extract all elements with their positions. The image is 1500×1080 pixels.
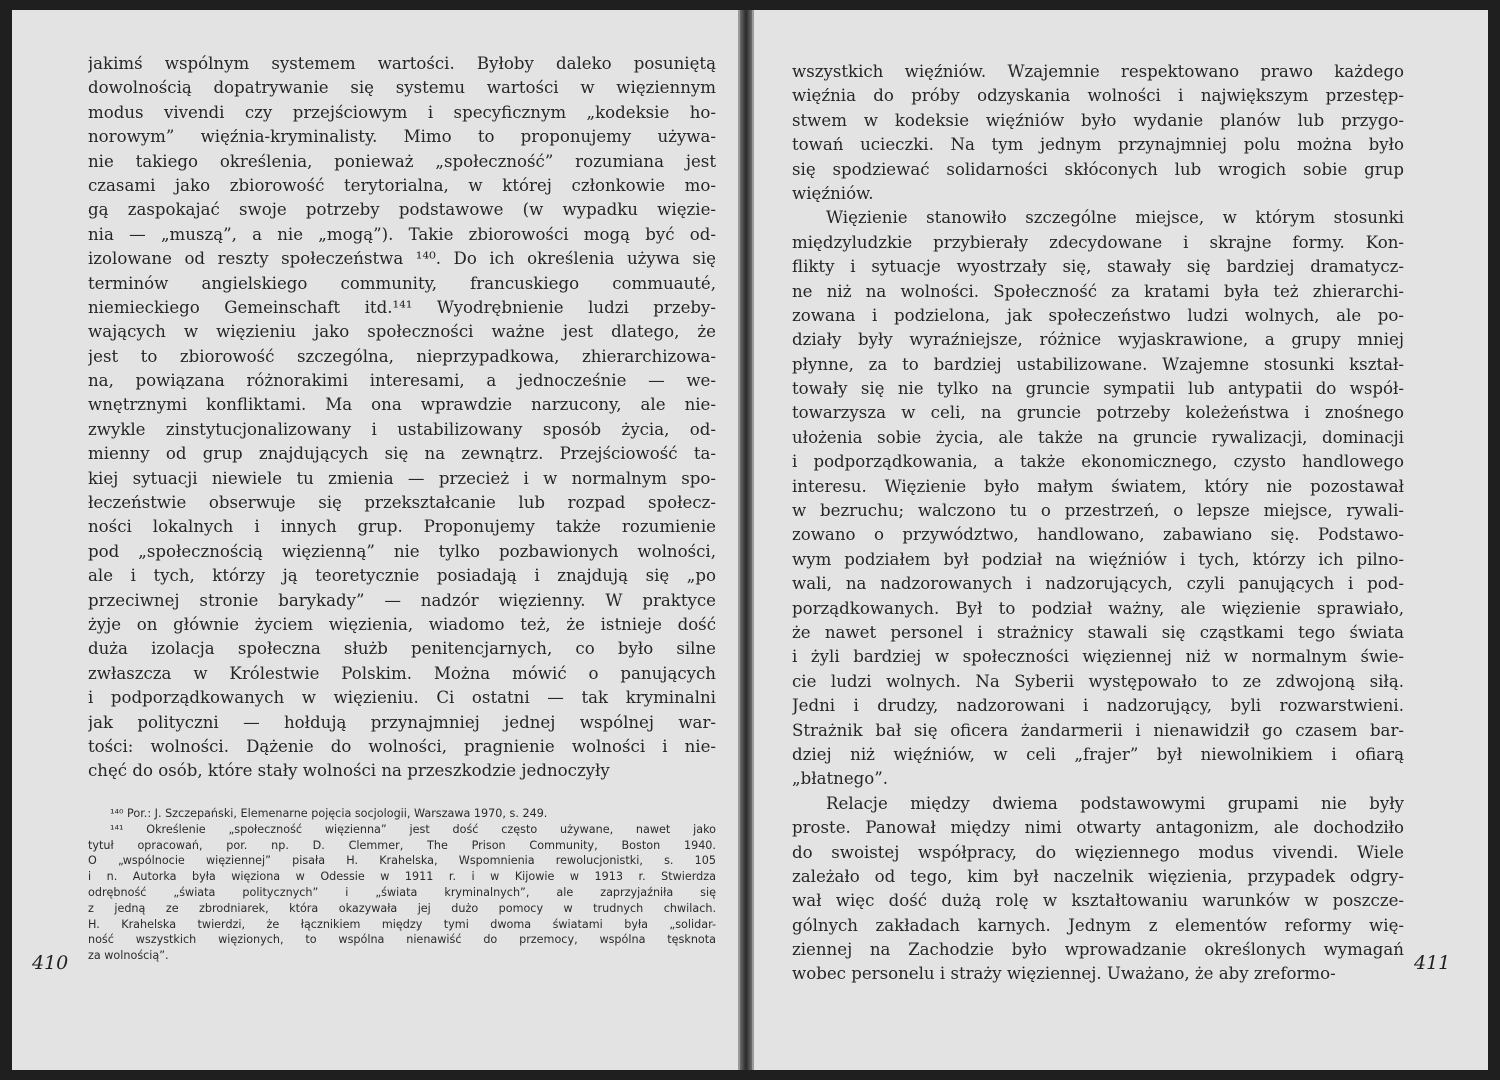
text-line: ne niż na wolności. Społeczność za kratami była też zhierarchi- (792, 281, 1404, 301)
text-line: Strażnik bał się oficera żandarmerii i nienawidził go czasem bar- (792, 720, 1404, 740)
left-page (12, 10, 740, 1070)
book-gutter (740, 10, 752, 1070)
text-line: dziej niż więźniów, w celi „frajer” był niewolnikiem i ofiarą (792, 744, 1404, 764)
text-line: modus vivendi czy przejściowym i specyficznym „kodeksie ho- (88, 102, 716, 122)
text-line: i żyli bardziej w społeczności więziennej niż w normalnym świe- (792, 647, 1404, 667)
left-page-body-text (88, 52, 716, 784)
text-line: jakimś wspólnym systemem wartości. Byłoby daleko posuniętą (88, 54, 716, 73)
text-line: na, powiązana różnorakimi interesami, a jednocześnie — we- (88, 371, 716, 391)
text-line: terminów angielskiego community, francuskiego commuauté, (88, 273, 716, 293)
footnote-line: i n. Autorka była więziona w Odessie w 1911 r. i w Kijowie w 1913 r. Stwierdza (88, 870, 716, 884)
text-line: czasami jako zbiorowość terytorialna, w której członkowie mo- (88, 175, 716, 195)
text-line: i podporządkowanych w więzieniu. Ci ostatni — tak kryminalni (88, 688, 716, 708)
right-page (752, 10, 1488, 1070)
text-line: wobec personelu i straży więziennej. Uważano, że aby zreformo- (792, 964, 1336, 984)
right-page-number: 411 (1414, 952, 1451, 974)
text-line: wszystkich więźniów. Wzajemnie respektowano prawo każdego (792, 62, 1404, 81)
text-line: niemieckiego Gemeinschaft itd.¹⁴¹ Wyodrębnienie ludzi przeby- (88, 297, 716, 317)
footnote-line: ¹⁴¹ Określenie „społeczność więzienna” jest dość często używane, nawet jako (110, 822, 716, 836)
text-line: działy były wyraźniejsze, różnice wyjaskrawione, a grupy mniej (792, 330, 1404, 350)
text-line: ale i tych, którzy ją teoretycznie posiadają i znajdują się „po (88, 566, 716, 586)
text-line: interesu. Więzienie było małym światem, który nie pozostawał (792, 476, 1404, 496)
text-line: pod „społecznością więzienną” nie tylko pozbawionych wolności, (88, 541, 716, 561)
text-line: dowolnością dopatrywanie się systemu wartości w więziennym (88, 78, 716, 98)
text-line: chęć do osób, które stały wolności na przeszkodzie jednoczyły (88, 761, 610, 781)
text-line: zwykle zinstytucjonalizowany i ustabilizowany sposób życia, od- (88, 419, 716, 439)
text-line: zwłaszcza w Królestwie Polskim. Można mówić o panujących (88, 663, 716, 683)
text-line: zależało od tego, kim był naczelnik więzienia, przypadek odgry- (792, 866, 1404, 886)
text-line: towały się nie tylko na gruncie sympatii lub antypatii do współ- (792, 379, 1404, 399)
text-line: nia — „muszą”, a nie „mogą”). Takie zbiorowości mogą być od- (88, 224, 716, 244)
text-line: kiej sytuacji niewiele tu zmienia — przecież i w normalnym spo- (88, 468, 716, 488)
text-line: „błatnego”. (792, 769, 889, 789)
text-line: tości: wolności. Dążenie do wolności, pragnienie wolności i nie- (88, 736, 716, 756)
text-line: duża izolacja społeczna służb penitencjarnych, co było silne (88, 639, 716, 659)
text-line: Relacje między dwiema podstawowymi grupami nie były (826, 793, 1404, 813)
text-line: wających w więzieniu jako społeczności ważne jest dlatego, że (88, 322, 716, 342)
text-line: stwem w kodeksie więźniów było wydanie planów lub przygo- (792, 110, 1404, 130)
text-line: więźnia do próby odzyskania wolności i największym przestęp- (792, 86, 1404, 106)
text-line: wnętrznymi konfliktami. Ma ona wprawdzie narzucony, ale nie- (88, 395, 716, 415)
text-line: mienny od grup znajdujących się na zewnątrz. Przejściowość ta- (88, 444, 716, 464)
text-line: zowana i podzielona, jak społeczeństwo ludzi wolnych, ale po- (792, 305, 1404, 325)
text-line: Więzienie stanowiło szczególne miejsce, w którym stosunki (826, 208, 1404, 228)
text-line: wał więc dość dużą rolę w kształtowaniu warunków w poszcze- (792, 891, 1404, 911)
text-line: gólnych zakładach karnych. Jednym z elementów reformy wię- (792, 915, 1404, 935)
text-line: cie ludzi wolnych. Na Syberii występowało to ze zdwojoną siłą. (792, 671, 1404, 691)
text-line: flikty i sytuacje wyostrzały się, stawały się bardziej dramatycz- (792, 257, 1404, 277)
text-line: więźniów. (792, 183, 874, 203)
text-line: towarzysza w celi, na gruncie potrzeby koleżeństwa i znośnego (792, 403, 1404, 423)
text-line: w bezruchu; walczono tu o przestrzeń, o lepsze miejsce, rywali- (792, 501, 1404, 521)
text-line: Jedni i drudzy, nadzorowani i nadzorujący, byli rozwarstwieni. (792, 696, 1404, 716)
text-line: norowym” więźnia-kryminalisty. Mimo to proponujemy używa- (88, 127, 716, 147)
text-line: jest to zbiorowość szczególna, nieprzypadkowa, zhierarchizowa- (88, 346, 716, 366)
left-page-footnotes (88, 806, 716, 964)
footnote-line: odrębność „świata politycznych” i „świata kryminalnych”, ale zaprzyjaźniła się (88, 885, 716, 899)
text-line: płynne, za to bardziej ustabilizowane. Wzajemne stosunki kształ- (792, 354, 1404, 374)
right-page-body-text (792, 60, 1404, 987)
text-line: wym podziałem był podział na więźniów i tych, którzy ich pilno- (792, 549, 1404, 569)
text-line: izolowane od reszty społeczeństwa ¹⁴⁰. Do ich określenia używa się (88, 249, 716, 269)
text-line: i podporządkowania, a także ekonomicznego, czysto handlowego (792, 452, 1404, 472)
text-line: porządkowanych. Był to podział ważny, ale więzienie sprawiało, (792, 598, 1404, 618)
footnote-line: H. Krahelska twierdzi, że łącznikiem między tymi dwoma światami była „solidar- (88, 917, 716, 931)
left-page-number: 410 (32, 952, 69, 974)
text-line: gą zaspokajać swoje potrzeby podstawowe (w wypadku więzie- (88, 200, 716, 220)
text-line: zowano o przywództwo, handlowano, zabawiano się. Podstawo- (792, 525, 1404, 545)
text-line: wali, na nadzorowanych i nadzorujących, czyli panujących i pod- (792, 574, 1404, 594)
text-line: ułożenia sobie życia, ale także na gruncie rywalizacji, dominacji (792, 427, 1404, 447)
text-line: żyje on głównie życiem więzienia, wiadomo też, że istnieje dość (88, 614, 716, 634)
text-line: proste. Panował między nimi otwarty antagonizm, ale dochodziło (792, 818, 1404, 838)
footnote-line: tytuł opracowań, por. np. D. Clemmer, The Prison Community, Boston 1940. (88, 838, 716, 852)
footnote-line: ność wszystkich więzionych, to wspólna nienawiść do przemocy, wspólna tęsknota (88, 933, 716, 947)
footnote-line: ¹⁴⁰ Por.: J. Szczepański, Elemenarne pojęcia socjologii, Warszawa 1970, s. 249. (110, 807, 548, 820)
text-line: że nawet personel i strażnicy stawali się cząstkami tego świata (792, 622, 1404, 642)
text-line: łeczeństwie obserwuje się przekształcanie lub rozpad społecz- (88, 493, 716, 513)
text-line: przeciwnej stronie barykady” — nadzór więzienny. W praktyce (88, 590, 716, 610)
text-line: do swoistej współpracy, do więziennego modus vivendi. Wiele (792, 842, 1404, 862)
footnote-line: O „wspólnocie więziennej” pisała H. Krahelska, Wspomnienia rewolucjonistki, s. 105 (88, 854, 716, 868)
footnote-line: z jedną ze zbrodniarek, która okazywała jej dużo pomocy w trudnych chwilach. (88, 901, 716, 915)
footnote-line: za wolnością”. (88, 949, 169, 963)
text-line: nie takiego określenia, ponieważ „społeczność” rozumiana jest (88, 151, 716, 171)
text-line: się spodziewać solidarności skłóconych lub wrogich sobie grup (792, 159, 1404, 179)
text-line: jak polityczni — hołdują przynajmniej jednej wspólnej war- (88, 712, 716, 732)
text-line: międzyludzkie przybierały zdecydowane i skrajne formy. Kon- (792, 232, 1404, 252)
text-line: towań ucieczki. Na tym jednym przynajmniej polu można było (792, 135, 1404, 155)
text-line: ności lokalnych i innych grup. Proponujemy także rozumienie (88, 517, 716, 537)
text-line: ziennej na Zachodzie było wprowadzanie określonych wymagań (792, 940, 1404, 960)
